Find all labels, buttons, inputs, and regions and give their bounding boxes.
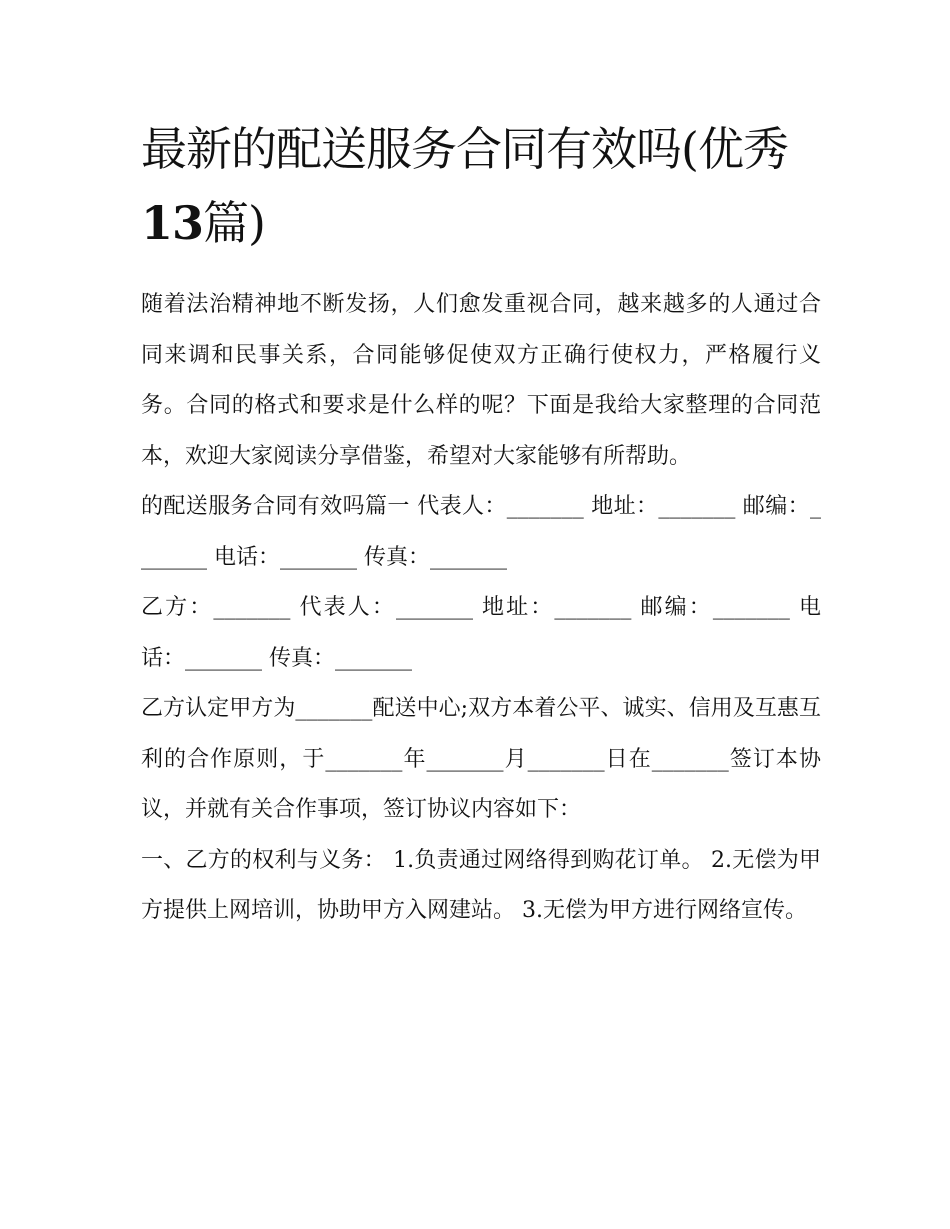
party-a-info-paragraph: 的配送服务合同有效吗篇一 代表人：_______ 地址：_______ 邮编：_______ 电话：_______ 传真：_______ bbox=[141, 494, 821, 570]
intro-paragraph: 随着法治精神地不断发扬，人们愈发重视合同，越来越多的人通过合同来调和民事关系，合同能够促使双方正确行使权力，严格履行义务。合同的格式和要求是什么样的呢？下面是我给大家整理的合同范本，欢迎大家阅读分享借鉴，希望对大家能够有所帮助。 bbox=[141, 292, 821, 469]
title-number: 13 bbox=[141, 196, 204, 250]
title-suffix: 篇) bbox=[203, 196, 265, 250]
document-page bbox=[141, 112, 821, 937]
title-text: 最新的配送服务合同有效吗(优秀 bbox=[141, 122, 788, 176]
agreement-preamble-paragraph: 乙方认定甲方为_______配送中心;双方本着公平、诚实、信用及互惠互利的合作原则，于_______年_______月_______日在_______签订本协议，并就有关合作事项，签订协议内容如下： bbox=[141, 696, 821, 822]
rights-obligations-paragraph: 一、乙方的权利与义务： 1.负责通过网络得到购花订单。 2.无偿为甲方提供上网培训，协助甲方入网建站。 3.无偿为甲方进行网络宣传。 bbox=[141, 847, 821, 923]
party-b-info-paragraph: 乙方：_______ 代表人：_______ 地址：_______ 邮编：_______ 电话：_______ 传真：_______ bbox=[141, 595, 821, 671]
document-title bbox=[141, 112, 821, 260]
